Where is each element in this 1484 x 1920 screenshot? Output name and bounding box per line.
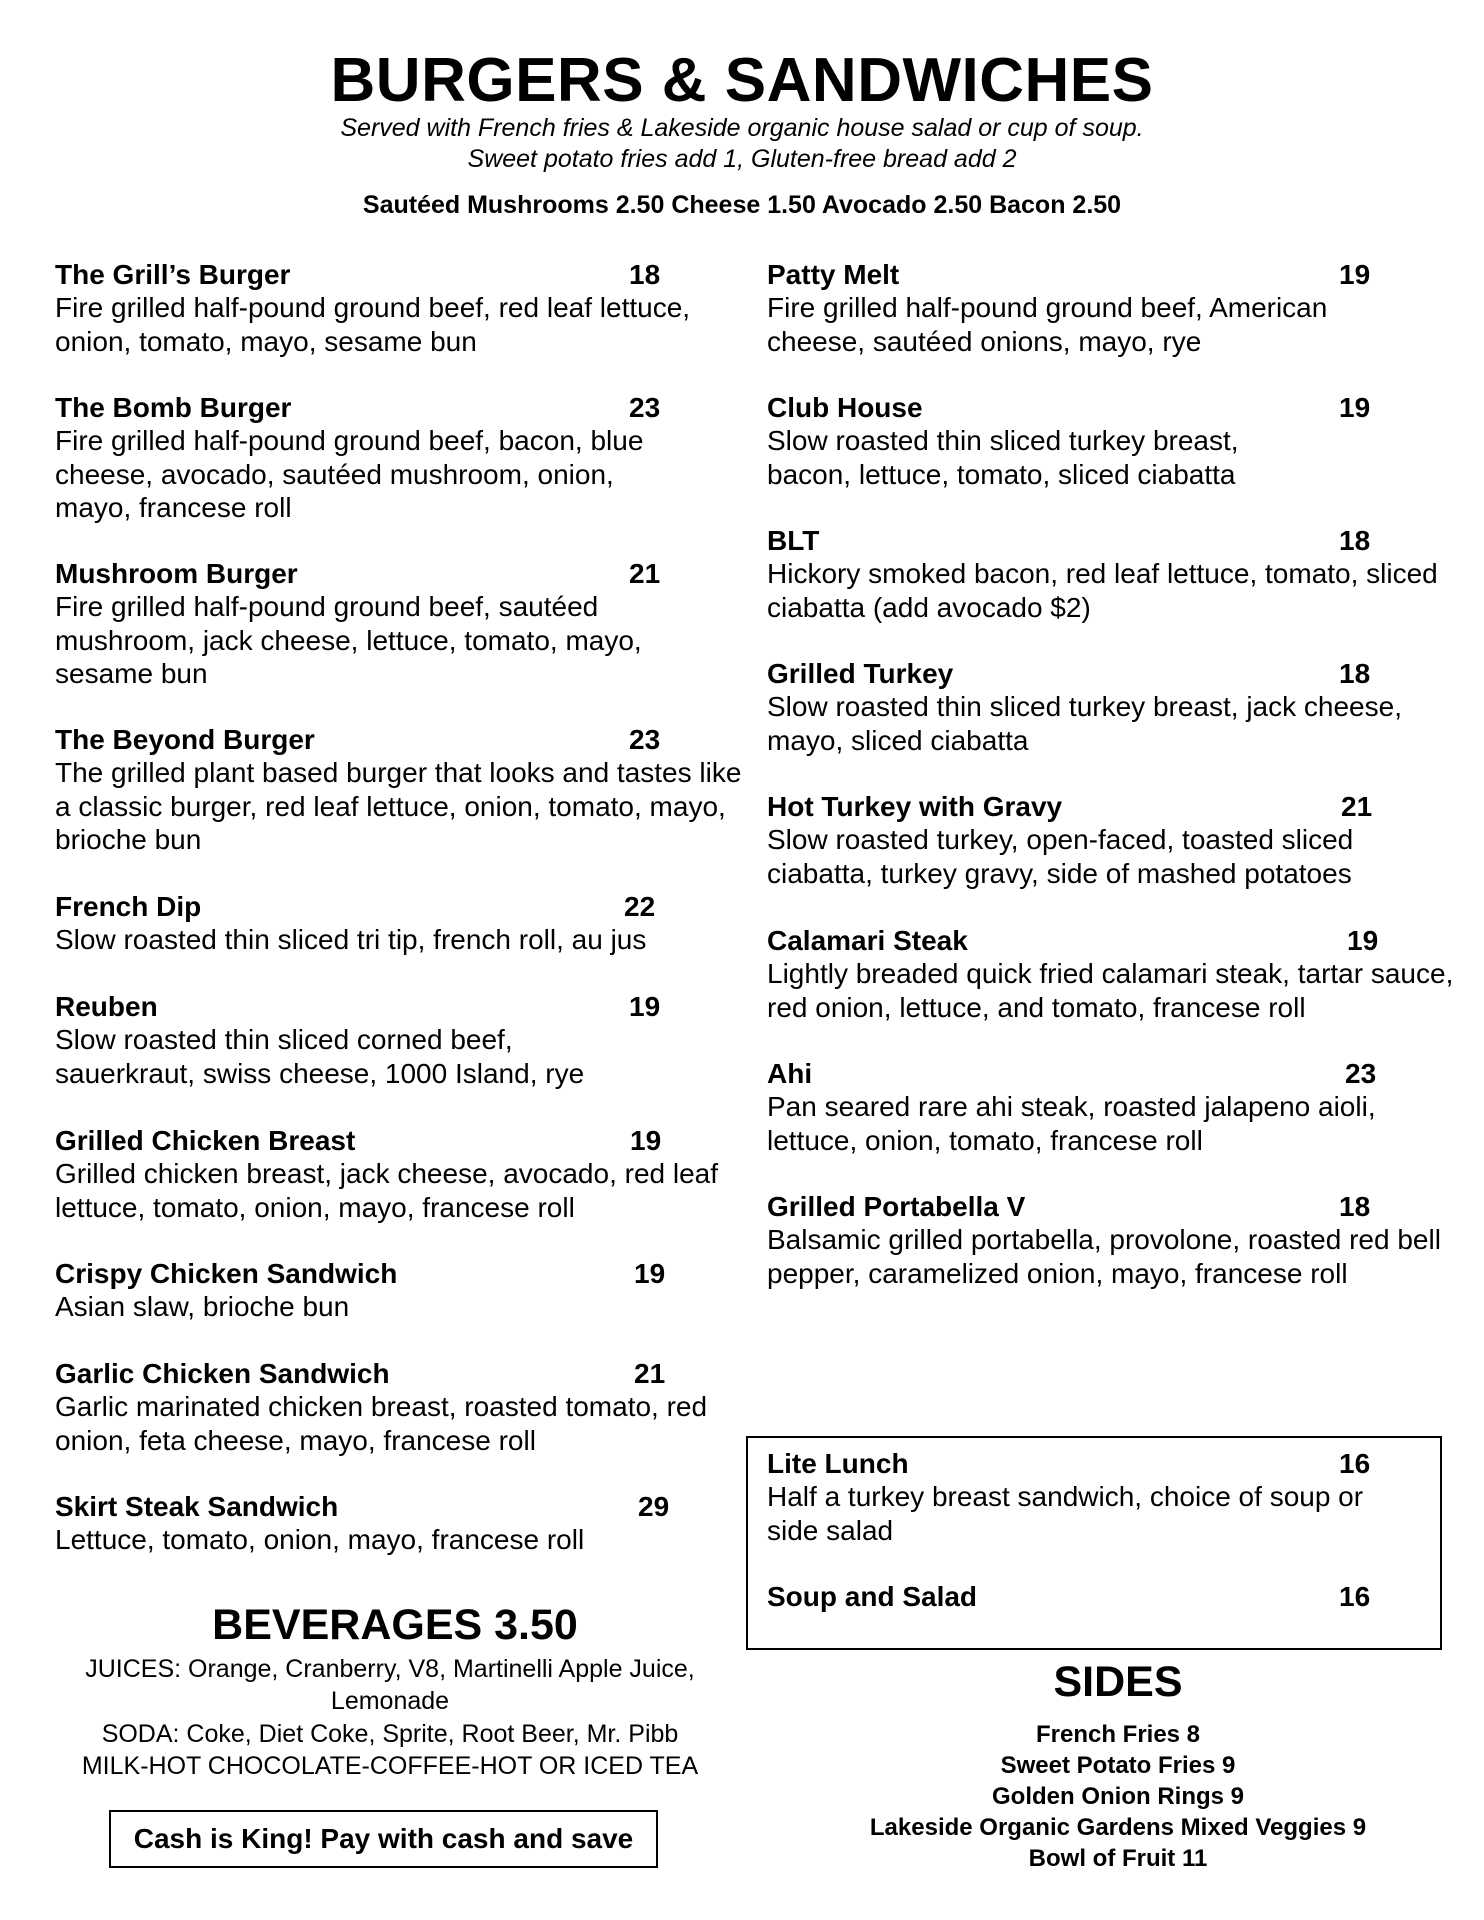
- menu-title: BURGERS & SANDWICHES: [330, 46, 1154, 115]
- item-price: 22: [624, 891, 656, 922]
- item-name: BLT: [767, 525, 820, 556]
- item-description: Slow roasted thin sliced tri tip, french roll, au jus: [55, 924, 647, 955]
- item-name: Skirt Steak Sandwich: [55, 1491, 339, 1522]
- item-name: Hot Turkey with Gravy: [767, 791, 1063, 822]
- item-price: 23: [1345, 1058, 1377, 1089]
- item-name: The Bomb Burger: [55, 392, 292, 423]
- beverages-juices-line1: JUICES: Orange, Cranberry, V8, Martinelli Apple Juice,: [85, 1655, 695, 1683]
- item-name: Club House: [767, 392, 923, 423]
- item-price: 18: [1339, 525, 1371, 556]
- side-item: French Fries 8: [1035, 1721, 1201, 1748]
- item-price: 21: [629, 558, 661, 589]
- item-price: 16: [1339, 1448, 1371, 1479]
- item-name: Grilled Chicken Breast: [55, 1125, 356, 1156]
- item-price: 29: [638, 1491, 670, 1522]
- item-name: Mushroom Burger: [55, 558, 298, 589]
- item-description: Fire grilled half-pound ground beef, American cheese, sautéed onions, mayo, rye: [767, 292, 1328, 357]
- beverages-soda-line: SODA: Coke, Diet Coke, Sprite, Root Beer, Mr. Pibb: [101, 1720, 679, 1748]
- side-item: Bowl of Fruit 11: [1028, 1845, 1208, 1872]
- item-name: Crispy Chicken Sandwich: [55, 1258, 398, 1289]
- item-price: 18: [1339, 658, 1371, 689]
- item-name: Grilled Turkey: [767, 658, 954, 689]
- item-description: Slow roasted thin sliced corned beef, sauerkraut, swiss cheese, 1000 Island, rye: [55, 1024, 585, 1089]
- item-name: Calamari Steak: [767, 925, 968, 956]
- beverages-other-line: MILK-HOT CHOCOLATE-COFFEE-HOT OR ICED TEA: [81, 1752, 699, 1780]
- item-price: 19: [630, 1125, 662, 1156]
- item-price: 19: [634, 1258, 666, 1289]
- sides-heading: SIDES: [1053, 1658, 1183, 1706]
- item-name: Soup and Salad: [767, 1581, 978, 1612]
- menu-subtitle-line1: Served with French fries & Lakeside organic house salad or cup of soup.: [340, 114, 1144, 142]
- item-name: The Grill’s Burger: [55, 259, 291, 290]
- beverages-heading: BEVERAGES 3.50: [212, 1601, 578, 1649]
- item-description: Slow roasted turkey, open-faced, toasted sliced ciabatta, turkey gravy, side of mashed potatoes: [767, 824, 1354, 889]
- item-description: Balsamic grilled portabella, provolone, roasted red bell pepper, caramelized onion, mayo, francese roll: [767, 1224, 1441, 1289]
- item-price: 23: [629, 392, 661, 423]
- item-name: Garlic Chicken Sandwich: [55, 1358, 390, 1389]
- item-price: 18: [629, 259, 661, 290]
- item-description: Garlic marinated chicken breast, roasted tomato, red onion, feta cheese, mayo, francese roll: [55, 1391, 708, 1456]
- item-description: The grilled plant based burger that looks and tastes like a classic burger, red leaf lettuce, onion, tomato, mayo, brioche bun: [55, 757, 742, 855]
- menu-subtitle-line2: Sweet potato fries add 1, Gluten-free bread add 2: [467, 145, 1017, 173]
- item-description: Pan seared rare ahi steak, roasted jalapeno aioli, lettuce, onion, tomato, francese roll: [767, 1091, 1376, 1156]
- item-description: Slow roasted thin sliced turkey breast, bacon, lettuce, tomato, sliced ciabatta: [767, 425, 1239, 490]
- item-name: Lite Lunch: [767, 1448, 909, 1479]
- side-item: Lakeside Organic Gardens Mixed Veggies 9: [869, 1814, 1367, 1841]
- item-description: Hickory smoked bacon, red leaf lettuce, tomato, sliced ciabatta (add avocado $2): [767, 558, 1438, 623]
- item-price: 21: [1341, 791, 1373, 822]
- item-name: The Beyond Burger: [55, 724, 315, 755]
- side-item: Golden Onion Rings 9: [992, 1783, 1244, 1810]
- side-item: Sweet Potato Fries 9: [1000, 1752, 1236, 1779]
- item-description: Lightly breaded quick fried calamari steak, tartar sauce, red onion, lettuce, and tomato, francese roll: [767, 958, 1454, 1023]
- item-description: Grilled chicken breast, jack cheese, avocado, red leaf lettuce, tomato, onion, mayo, francese roll: [55, 1158, 719, 1223]
- item-price: 16: [1339, 1581, 1371, 1612]
- item-description: Slow roasted thin sliced turkey breast, jack cheese, mayo, sliced ciabatta: [767, 691, 1402, 756]
- cash-note-text: Cash is King! Pay with cash and save: [133, 1823, 634, 1854]
- item-description: Fire grilled half-pound ground beef, bacon, blue cheese, avocado, sautéed mushroom, onion, mayo, francese roll: [55, 425, 644, 523]
- cash-note-box: [109, 1810, 658, 1868]
- item-description: Fire grilled half-pound ground beef, red leaf lettuce, onion, tomato, mayo, sesame bun: [55, 292, 691, 357]
- addons-line: Sautéed Mushrooms 2.50 Cheese 1.50 Avocado 2.50 Bacon 2.50: [362, 191, 1122, 219]
- item-name: French Dip: [55, 891, 202, 922]
- item-name: Ahi: [767, 1058, 813, 1089]
- item-price: 18: [1339, 1191, 1371, 1222]
- item-price: 19: [1347, 925, 1379, 956]
- item-price: 23: [629, 724, 661, 755]
- item-description: Fire grilled half-pound ground beef, sautéed mushroom, jack cheese, lettuce, tomato, mayo, sesame bun: [55, 591, 642, 689]
- item-name: Grilled Portabella V: [767, 1191, 1026, 1222]
- item-price: 19: [629, 991, 661, 1022]
- item-description: Lettuce, tomato, onion, mayo, francese roll: [55, 1524, 585, 1555]
- item-description: Asian slaw, brioche bun: [55, 1291, 350, 1322]
- item-name: Reuben: [55, 991, 158, 1022]
- beverages-juices-line2: Lemonade: [330, 1687, 450, 1715]
- item-description: Half a turkey breast sandwich, choice of soup or side salad: [767, 1481, 1364, 1546]
- item-price: 19: [1339, 259, 1371, 290]
- item-price: 21: [634, 1358, 666, 1389]
- item-price: 19: [1339, 392, 1371, 423]
- item-name: Patty Melt: [767, 259, 900, 290]
